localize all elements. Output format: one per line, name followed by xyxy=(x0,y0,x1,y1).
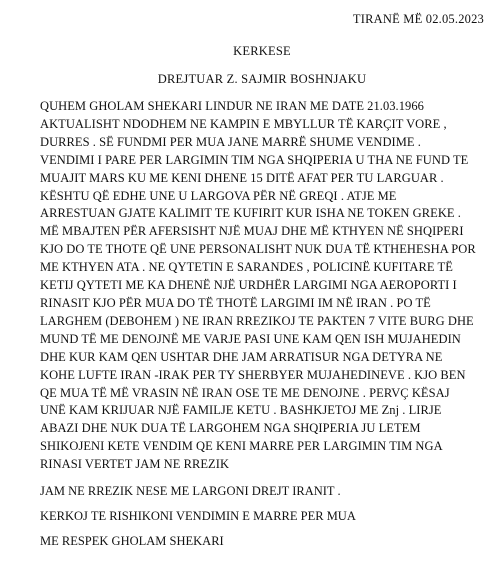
body-line: KJO DO TE THOTE QË UNE PERSONALISHT NUK DUA TË KTHEHESHA POR xyxy=(40,242,476,257)
document-addressee: DREJTUAR Z. SAJMIR BOSHNJAKU xyxy=(157,72,367,86)
body-line: ABAZI DHE NUK DUA TË LARGOHEM NGA SHQIPERIA JU LETEM xyxy=(40,421,421,436)
body-line: KOHE LUFTE IRAN -IRAK PER TY SHERBYER MUJAHEDINEVE . KJO BEN xyxy=(40,367,466,382)
body-line: VENDIMI I PARE PER LARGIMIN TIM NGA SHQIPERIA U THA NE FUND TE xyxy=(40,152,469,167)
document-body xyxy=(40,98,484,474)
document-date: TIRANË MË 02.05.2023 xyxy=(352,12,484,26)
body-line: MË MBAJTEN PËR AFERSISHT NJË MUAJ DHE MË KTHYEN NË SHQIPERI xyxy=(40,224,464,239)
body-line: QUHEM GHOLAM SHEKARI LINDUR NE IRAN ME DATE 21.03.1966 xyxy=(40,99,424,113)
body-line: DURRES . SË FUNDMI PER MUA JANE MARRË SHUME VENDIME . xyxy=(40,134,421,149)
body-line: AKTUALISHT NDODHEM NE KAMPIN E MBYLLUR TË KARÇIT VORE , xyxy=(40,116,447,131)
body-line: KETIJ QYTETI ME KA DHENË NJË URDHËR LARGIMI NGA AEROPORTI I xyxy=(40,278,457,293)
signature-line: ME RESPEK GHOLAM SHEKARI xyxy=(40,534,224,549)
body-line: LARGHEM (DEBOHEM ) NE IRAN RREZIKOJ TE PAKTEN 7 VITE BURG DHE xyxy=(40,313,474,328)
body-line: ME KTHYEN ATA . NE QYTETIN E SARANDES , POLICINË KUFITARE TË xyxy=(40,260,453,275)
body-line: QE MUA TË MË VRASIN NË IRAN OSE TE ME DENOJNE . PERVÇ KËSAJ xyxy=(40,385,450,400)
body-line: KËSHTU QË EDHE UNE U LARGOVA PËR NË GREQI . ATJE ME xyxy=(40,188,397,203)
request-paragraph: KERKOJ TE RISHIKONI VENDIMIN E MARRE PER MUA xyxy=(40,509,356,524)
body-line: ARRESTUAN GJATE KALIMIT TE KUFIRIT KUR ISHA NE TOKEN GREKE . xyxy=(40,206,461,221)
body-line: RINASI VERTET JAM NE RREZIK xyxy=(40,457,230,472)
danger-paragraph: JAM NE RREZIK NESE ME LARGONI DREJT IRANIT . xyxy=(40,484,341,499)
body-line: DHE KUR KAM QEN USHTAR DHE JAM ARRATISUR NGA DETYRA NE xyxy=(40,349,443,364)
body-line: MUAJIT MARS KU ME KENI DHENE 15 DITË AFAT PER TU LARGUAR . xyxy=(40,170,444,185)
body-line: RINASIT KJO PËR MUA DO TË THOTË LARGIMI IM NË IRAN . PO TË xyxy=(40,295,431,310)
document-title: KERKESE xyxy=(233,44,291,58)
body-line: MUND TË ME DENOJNË ME VARJE PASI UNE KAM QEN ISH MUJAHEDIN xyxy=(40,331,461,346)
body-line: UNË KAM KRIJUAR NJË FAMILJE KETU . BASHKJETOJ ME Znj . LIRJE xyxy=(40,403,442,418)
body-line: SHIKOJENI KETE VENDIM QE KENI MARRE PER LARGIMIN TIM NGA xyxy=(40,439,443,454)
